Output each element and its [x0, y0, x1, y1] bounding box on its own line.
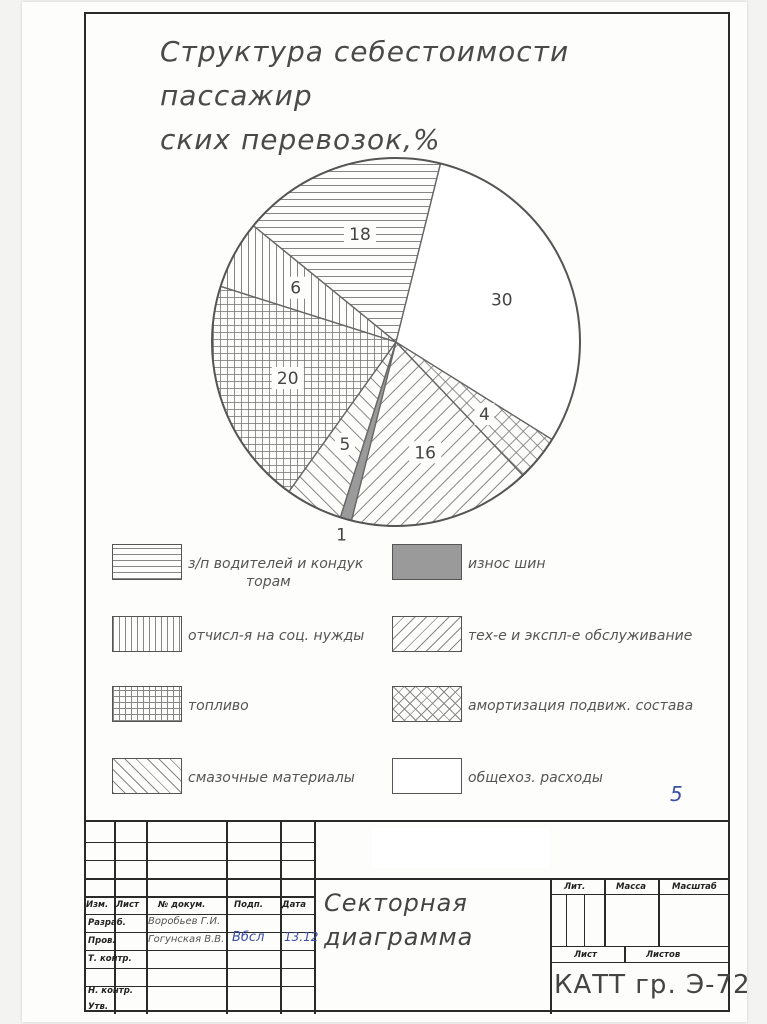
checker-name: Гогунская В.В.	[148, 934, 225, 945]
document-title	[324, 886, 473, 954]
stamp-row-nkontr: Н. контр.	[88, 986, 134, 996]
pie-slice-label: 5	[339, 435, 351, 456]
title-block	[84, 820, 751, 1014]
pie-slice-label: 20	[276, 369, 299, 390]
legend-label: отчисл-я на соц. нужды	[188, 628, 365, 644]
pie-slice-label: 4	[478, 405, 490, 426]
legend-swatch	[392, 686, 462, 722]
checker-signature: Вбсл	[232, 930, 265, 945]
page-number: 5	[670, 782, 683, 806]
stamp-line	[550, 962, 730, 963]
stamp-line	[314, 822, 316, 1014]
stamp-row-utv: Утв.	[88, 1002, 109, 1012]
legend-label: амортизация подвиж. состава	[468, 698, 694, 714]
legend-swatch	[112, 544, 182, 580]
legend-swatch	[112, 758, 182, 794]
stamp-col-izm: Изм.	[86, 900, 109, 910]
legend-swatch	[392, 544, 462, 580]
stamp-line	[604, 878, 606, 946]
legend-swatch	[392, 616, 462, 652]
document-title-line-2: диаграмма	[324, 923, 474, 951]
stamp-row-razrab: Разраб.	[88, 918, 126, 928]
stamp-line	[584, 894, 585, 946]
group-code: КАТТ гр. Э-72	[554, 970, 751, 1000]
pie-slice-label: 1	[336, 525, 347, 546]
stamp-line	[84, 896, 314, 898]
legend-label-continued: торам	[246, 574, 291, 590]
whiteout-patch	[372, 828, 550, 868]
legend-swatch	[112, 686, 182, 722]
stamp-line	[84, 932, 314, 933]
stamp-line	[84, 950, 314, 951]
legend-label: топливо	[188, 698, 249, 714]
check-date: 13.12	[284, 930, 319, 944]
stamp-row-prov: Пров.	[88, 936, 116, 946]
developer-name: Воробьев Г.И.	[148, 916, 221, 927]
document-title-line-1: Секторная	[324, 889, 468, 917]
legend-label: тех-е и экспл-е обслуживание	[468, 628, 693, 644]
stamp-line	[84, 842, 314, 843]
stamp-line	[84, 860, 314, 861]
legend-label: износ шин	[468, 556, 546, 572]
stamp-line	[566, 894, 567, 946]
legend-label: общехоз. расходы	[468, 770, 603, 786]
stamp-line	[84, 878, 730, 880]
legend-swatch	[392, 758, 462, 794]
stamp-line	[84, 914, 314, 915]
chart-title-line-1: Структура себестоимости пассажир	[160, 35, 570, 112]
stamp-list: Лист	[574, 950, 597, 960]
pie-slice-label: 18	[349, 224, 371, 245]
stamp-line	[624, 946, 626, 962]
stamp-col-doc: № докум.	[158, 900, 206, 910]
pie-slice-label: 30	[490, 290, 513, 311]
pie-slice-label: 6	[290, 278, 302, 299]
stamp-lit: Лит.	[564, 882, 586, 892]
legend-swatch	[112, 616, 182, 652]
stamp-massa: Масса	[616, 882, 647, 892]
stamp-row-tkontr: Т. контр.	[88, 954, 132, 964]
stamp-line	[550, 894, 730, 895]
legend-label: смазочные материалы	[188, 770, 355, 786]
stamp-col-list: Лист	[116, 900, 139, 910]
stamp-col-data: Дата	[282, 900, 306, 910]
stamp-line	[658, 878, 660, 946]
legend-label: з/п водителей и кондук	[188, 556, 364, 572]
stamp-col-podp: Подп.	[234, 900, 263, 910]
stamp-listov: Листов	[646, 950, 681, 960]
stamp-line	[84, 968, 314, 969]
stamp-masshtab: Масштаб	[672, 882, 717, 892]
pie-slice-label: 16	[414, 443, 436, 464]
chart-title-line-2: ских перевозок,%	[160, 123, 441, 156]
stamp-line	[550, 946, 730, 947]
